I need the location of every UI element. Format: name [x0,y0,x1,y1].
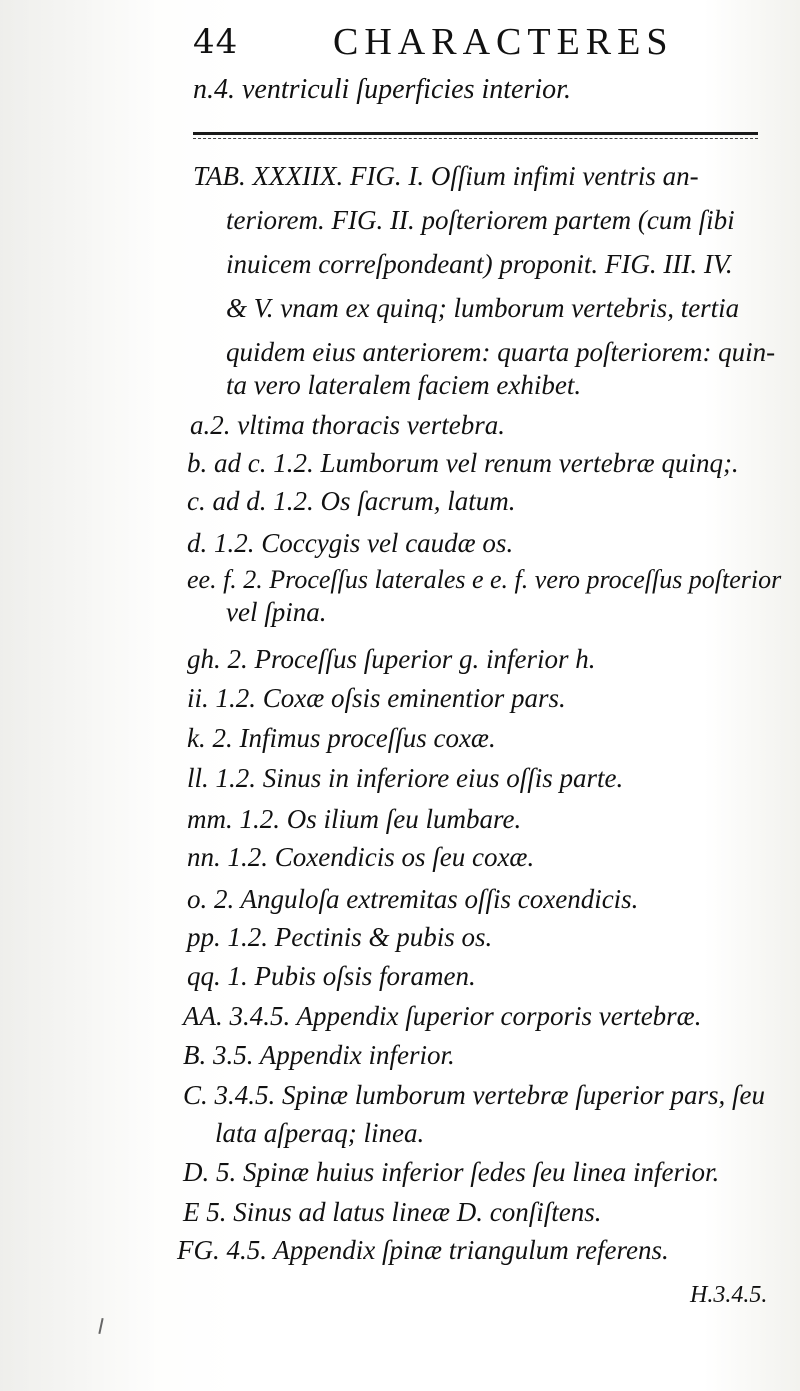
page-number: 44 [193,22,239,62]
page-header [193,18,753,74]
text-line: nn. 1.2. Coxendicis os ſeu coxæ. [187,842,535,872]
text-line: gh. 2. Proceſſus ſuperior g. inferior h. [187,644,596,674]
text-line: lata aſperaq; linea. [215,1118,425,1148]
section-rule-broken [193,138,758,139]
text-line: b. ad c. 1.2. Lumborum vel renum vertebræ quinq;. [187,448,739,478]
text-line: AA. 3.4.5. Appendix ſuperior corporis vertebræ. [183,1001,702,1031]
text-line: n.4. ventriculi ſuperficies interior. [193,74,571,105]
text-line: o. 2. Anguloſa extremitas oſſis coxendicis. [187,884,639,914]
section-rule [193,132,758,135]
text-line: d. 1.2. Coccygis vel caudæ os. [187,528,514,558]
text-line: inuicem correſpondeant) proponit. FIG. III. IV. [226,249,733,279]
text-line: ta vero lateralem faciem exhibet. [226,370,582,400]
text-line: a.2. vltima thoracis vertebra. [190,410,505,440]
text-line: ii. 1.2. Coxæ oſsis eminentior pars. [187,683,566,713]
text-line: FG. 4.5. Appendix ſpinæ triangulum referens. [177,1235,669,1265]
text-line: B. 3.5. Appendix inferior. [183,1040,455,1070]
text-line: pp. 1.2. Pectinis & pubis os. [187,922,493,952]
text-line: E 5. Sinus ad latus lineæ D. conſiſtens. [183,1197,602,1227]
text-line: vel ſpina. [226,597,327,627]
text-line: D. 5. Spinæ huius inferior ſedes ſeu linea inferior. [183,1157,720,1187]
text-line: ll. 1.2. Sinus in inferiore eius oſſis parte. [187,763,624,793]
text-line: C. 3.4.5. Spinæ lumborum vertebræ ſuperior pars, ſeu [183,1080,766,1110]
text-line: qq. 1. Pubis oſsis foramen. [187,961,476,991]
text-line: quidem eius anteriorem: quarta poſteriorem: quin- [226,337,776,367]
text-line: & V. vnam ex quinq; lumborum vertebris, tertia [226,293,740,323]
running-head: CHARACTERES [333,21,674,63]
text-line: ee. f. 2. Proceſſus laterales e e. f. vero proceſſus poſterior [187,565,782,594]
gutter-shadow [0,0,160,1391]
text-line: k. 2. Infimus proceſſus coxæ. [187,723,496,753]
text-line: mm. 1.2. Os ilium ſeu lumbare. [187,804,522,834]
text-line: c. ad d. 1.2. Os ſacrum, latum. [187,486,516,516]
text-line: TAB. XXXIIX. FIG. I. Oſſium infimi ventris an- [193,161,699,191]
catchword: H.3.4.5. [690,1282,768,1308]
text-line: teriorem. FIG. II. poſteriorem partem (cum ſibi [226,205,735,235]
